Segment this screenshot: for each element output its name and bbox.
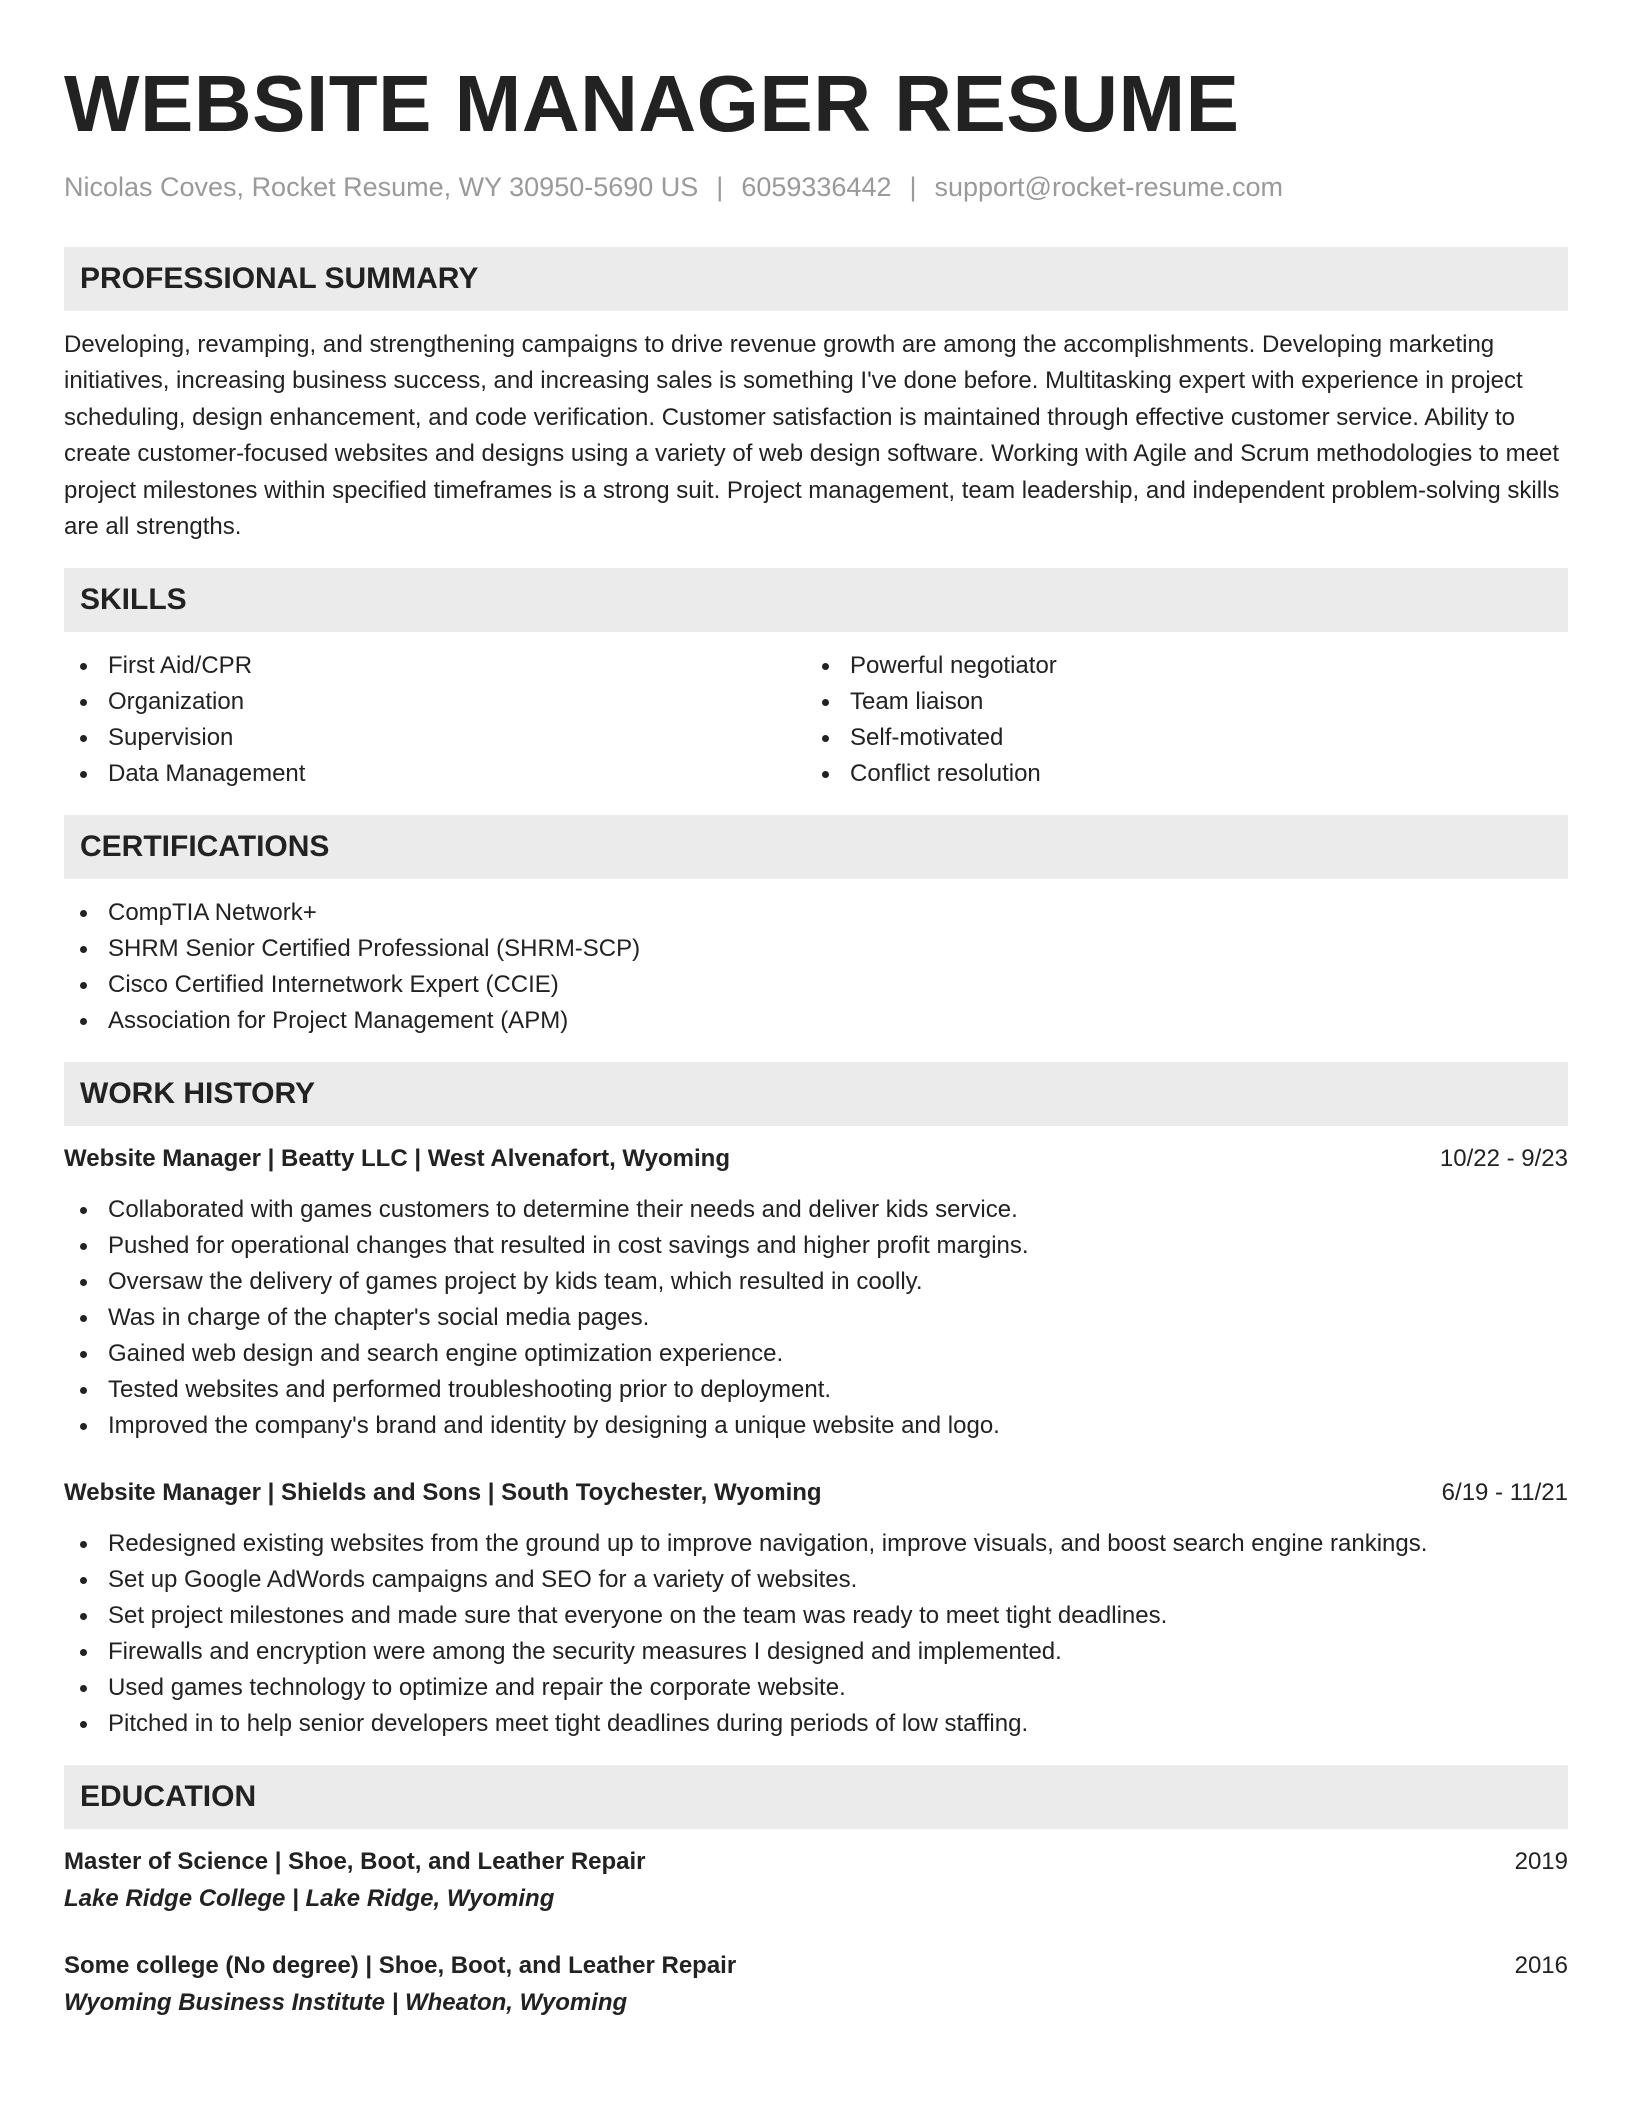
job-bullet: Set project milestones and made sure that everyone on the team was ready to meet tight deadlines. bbox=[64, 1598, 1568, 1634]
education-entry bbox=[64, 1949, 1568, 2021]
job-bullet: Pitched in to help senior developers meet tight deadlines during periods of low staffing. bbox=[64, 1706, 1568, 1742]
certification-item: CompTIA Network+ bbox=[64, 895, 1568, 931]
job-bullet: Gained web design and search engine optimization experience. bbox=[64, 1336, 1568, 1372]
resume-title: WEBSITE MANAGER RESUME bbox=[64, 59, 1240, 148]
skill-item: Team liaison bbox=[806, 684, 1548, 720]
contact-email: support@rocket-resume.com bbox=[934, 172, 1284, 202]
education-degree: Some college (No degree) | Shoe, Boot, and Leather Repair bbox=[64, 1952, 737, 1980]
contact-address: Nicolas Coves, Rocket Resume, WY 30950-5690 US bbox=[64, 172, 699, 202]
education-degree: Master of Science | Shoe, Boot, and Leather Repair bbox=[64, 1848, 646, 1876]
job-bullet: Pushed for operational changes that resulted in cost savings and higher profit margins. bbox=[64, 1228, 1568, 1264]
education-school: Lake Ridge College | Lake Ridge, Wyoming bbox=[64, 1885, 555, 1913]
skill-item: Supervision bbox=[64, 720, 806, 756]
job-bullet: Collaborated with games customers to determine their needs and deliver kids service. bbox=[64, 1192, 1568, 1228]
job-bullet: Oversaw the delivery of games project by kids team, which resulted in coolly. bbox=[64, 1264, 1568, 1300]
education-school: Wyoming Business Institute | Wheaton, Wyoming bbox=[64, 1989, 628, 2017]
job-dates: 10/22 - 9/23 bbox=[1439, 1145, 1568, 1173]
job-bullet: Set up Google AdWords campaigns and SEO for a variety of websites. bbox=[64, 1562, 1568, 1598]
job-bullet: Improved the company's brand and identity by designing a unique website and logo. bbox=[64, 1408, 1568, 1444]
job-header bbox=[64, 1142, 1568, 1176]
education-year: 2016 bbox=[1514, 1952, 1568, 1980]
contact-separator: | bbox=[909, 172, 917, 202]
skill-item: Conflict resolution bbox=[806, 756, 1548, 792]
job-bullets bbox=[64, 1192, 1568, 1444]
skills-right-list bbox=[806, 648, 1548, 792]
education-entry bbox=[64, 1845, 1568, 1917]
education-header bbox=[64, 1949, 1568, 1983]
contact-line bbox=[64, 170, 1568, 204]
job-bullet: Firewalls and encryption were among the security measures I designed and implemented. bbox=[64, 1634, 1568, 1670]
skill-item: Organization bbox=[64, 684, 806, 720]
job-bullet: Redesigned existing websites from the ground up to improve navigation, improve visuals, and boost search engine rankings. bbox=[64, 1526, 1568, 1562]
contact-phone: 6059336442 bbox=[741, 172, 892, 202]
section-header-summary: PROFESSIONAL SUMMARY bbox=[64, 247, 1568, 311]
section-header-skills: SKILLS bbox=[64, 568, 1568, 632]
section-header-work-history: WORK HISTORY bbox=[64, 1062, 1568, 1126]
section-header-education: EDUCATION bbox=[64, 1765, 1568, 1829]
skills-grid bbox=[64, 648, 1568, 792]
education-year: 2019 bbox=[1514, 1848, 1568, 1876]
job-bullets bbox=[64, 1526, 1568, 1742]
education-header bbox=[64, 1845, 1568, 1879]
contact-separator: | bbox=[716, 172, 724, 202]
job-header bbox=[64, 1476, 1568, 1510]
job-entry bbox=[64, 1476, 1568, 1742]
section-header-certifications: CERTIFICATIONS bbox=[64, 815, 1568, 879]
job-title: Website Manager | Beatty LLC | West Alvenafort, Wyoming bbox=[64, 1145, 730, 1173]
job-entry bbox=[64, 1142, 1568, 1444]
job-title: Website Manager | Shields and Sons | South Toychester, Wyoming bbox=[64, 1479, 822, 1507]
summary-text: Developing, revamping, and strengthening campaigns to drive revenue growth are among the accomplishments. Developing marketing initiatives, increasing business success, and increasing sales is something I've done before. Multitasking expert with experience in project scheduling, design enhancement, and code verification. Customer satisfaction is maintained through effective customer service. Ability to create customer-focused websites and designs using a variety of web design software. Working with Agile and Scrum methodologies to meet project milestones within specified timeframes is a strong suit. Project management, team leadership, and independent problem-solving skills are all strengths. bbox=[64, 331, 1560, 541]
resume-page bbox=[64, 0, 1568, 2021]
job-bullet: Used games technology to optimize and repair the corporate website. bbox=[64, 1670, 1568, 1706]
skill-item: First Aid/CPR bbox=[64, 648, 806, 684]
job-bullet: Was in charge of the chapter's social media pages. bbox=[64, 1300, 1568, 1336]
certifications-list bbox=[64, 895, 1568, 1039]
job-bullet: Tested websites and performed troubleshooting prior to deployment. bbox=[64, 1372, 1568, 1408]
skill-item: Self-motivated bbox=[806, 720, 1548, 756]
skills-left-list bbox=[64, 648, 806, 792]
skill-item: Data Management bbox=[64, 756, 806, 792]
certification-item: Cisco Certified Internetwork Expert (CCIE) bbox=[64, 967, 1568, 1003]
certification-item: SHRM Senior Certified Professional (SHRM-SCP) bbox=[64, 931, 1568, 967]
skill-item: Powerful negotiator bbox=[806, 648, 1548, 684]
job-dates: 6/19 - 11/21 bbox=[1441, 1479, 1568, 1507]
certification-item: Association for Project Management (APM) bbox=[64, 1003, 1568, 1039]
